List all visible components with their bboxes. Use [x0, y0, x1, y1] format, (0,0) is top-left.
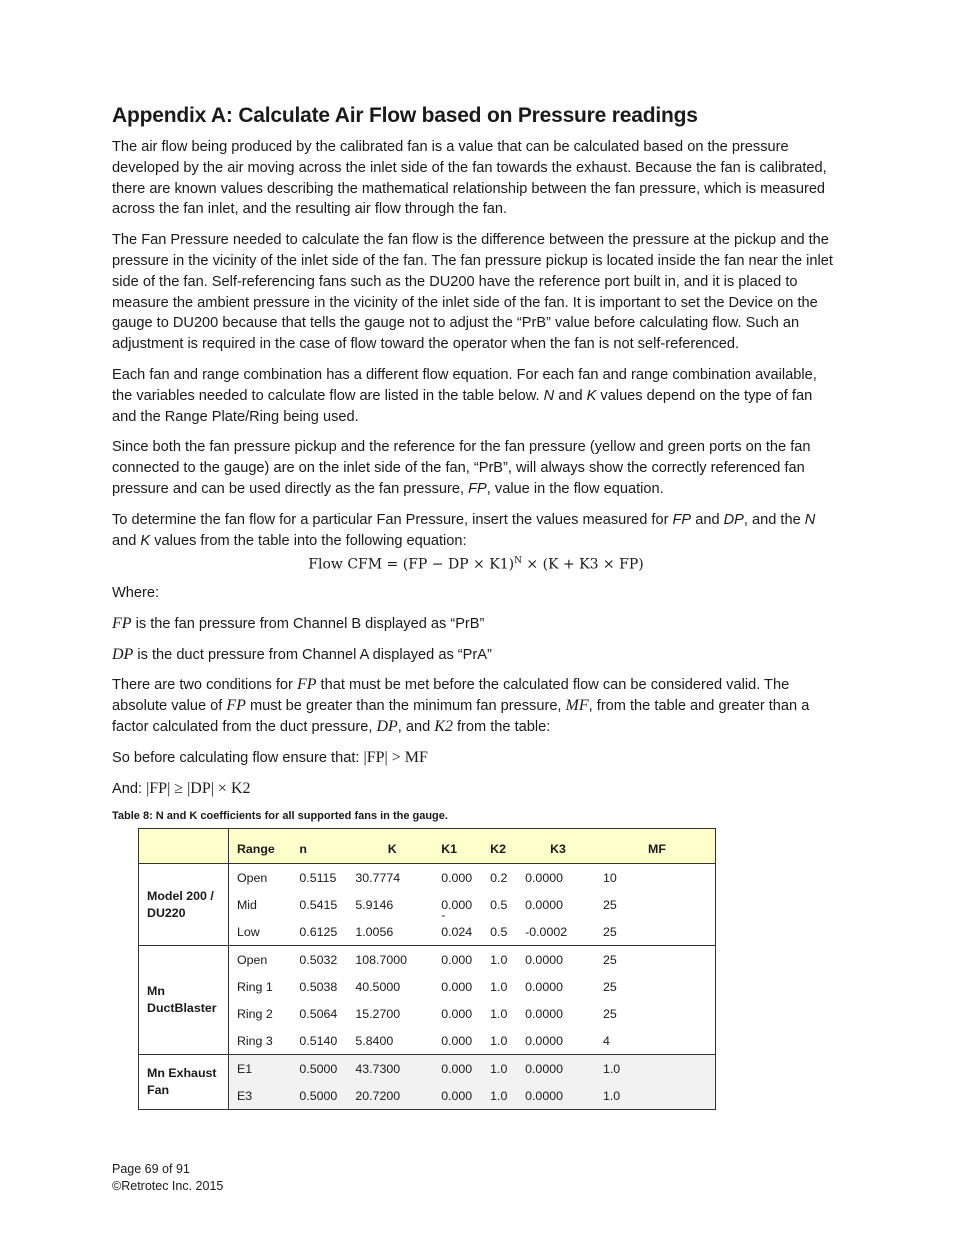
table-cell: 0.5000 [291, 1082, 347, 1110]
table-header: K2 [482, 829, 517, 864]
table-cell: 1.0 [490, 1006, 508, 1021]
table-cell: 0.0000 [517, 864, 595, 892]
flow-equation [112, 552, 840, 575]
fan-name-cell: Model 200 / DU220 [139, 864, 229, 946]
table-cell: 0.5032 [291, 946, 347, 974]
table-cell: 0.000 [433, 1055, 482, 1083]
table-cell: 0.000 [441, 1033, 473, 1048]
table-cell: 0.5 [490, 924, 508, 939]
table-cell: Ring 2 [236, 1006, 273, 1021]
fp-variable: FP [468, 480, 487, 497]
table-header: K [347, 829, 433, 864]
table-cell: 5.8400 [355, 1033, 394, 1048]
text-run: that must be met before the calculated flow can be considered valid. The absolute value of [112, 677, 790, 715]
table-cell: 25 [602, 1006, 617, 1021]
dp-variable: DP [723, 511, 744, 528]
table-cell: 25 [595, 946, 716, 974]
table-header-row [139, 829, 716, 864]
text-run: is the duct pressure from Channel A displayed as “PrA” [133, 646, 492, 663]
table-row [139, 946, 716, 974]
table-cell: 1.0 [490, 1033, 508, 1048]
text-run: To determine the fan flow for a particular Fan Pressure, insert the values measured for [112, 511, 673, 528]
table-cell: 30.7774 [347, 864, 433, 892]
page-content [112, 100, 840, 1110]
table-cell: 0.5038 [299, 979, 338, 994]
table-cell: 0.000 [433, 1082, 482, 1110]
table-cell: 1.0 [482, 1055, 517, 1083]
table-group-model-200 [139, 864, 716, 946]
text-run: values depend on the type of fan and the Range Plate/Ring being used. [112, 387, 813, 425]
dp-symbol: DP [376, 717, 398, 735]
fan-name-cell: Mn DuctBlaster [139, 946, 229, 1055]
table-cell: 25 [602, 979, 617, 994]
table-cell: 108.7000 [347, 946, 433, 974]
table-cell: 0.5 [490, 897, 508, 912]
condition-equation: |FP| ≥ |DP| × K2 [146, 779, 251, 797]
fan-name-cell: Mn Exhaust Fan [139, 1055, 229, 1110]
table-cell: E3 [228, 1082, 291, 1110]
table-cell: 0.0000 [517, 1082, 595, 1110]
text-run: , from the table and greater than a factor calculated from the duct pressure, [112, 698, 810, 735]
page-footer [112, 1161, 223, 1195]
fp-symbol: FP [296, 676, 317, 694]
table-cell: 0.000 [441, 979, 473, 994]
coefficients-table [138, 828, 716, 1110]
table-row [139, 1055, 716, 1083]
table-cell: 1.0 [490, 979, 508, 994]
table-cell: 40.5000 [355, 979, 401, 994]
text-run: must be greater than the minimum fan pressure, [245, 698, 566, 715]
table-header: K3 [517, 829, 595, 864]
cell-value: 0.000 [441, 897, 473, 912]
text-run: Each fan and range combination has a different flow equation. For each fan and range combination available, the variables needed to calculate flow are listed in the table below. [112, 366, 817, 404]
text-run: , and the [743, 511, 805, 528]
n-variable: N [543, 387, 555, 404]
paragraph-6 [112, 675, 840, 737]
text-run: There are two conditions for [112, 677, 297, 694]
table-header: n [291, 829, 347, 864]
table-cell: Ring 1 [236, 979, 273, 994]
table-group-mn-ductblaster [139, 946, 716, 1055]
text-run: And: [112, 780, 147, 797]
condition-equation: |FP| > MF [363, 748, 428, 766]
table-header: K1 [433, 829, 482, 864]
table-group-mn-exhaust-fan [139, 1055, 716, 1110]
dp-definition [112, 645, 840, 666]
table-cell: 0.5064 [299, 1006, 338, 1021]
text-run: and [691, 511, 724, 528]
table-cell: 0.5140 [299, 1033, 338, 1048]
table-cell: 0.5000 [291, 1055, 347, 1083]
text-run: is the fan pressure from Channel B displayed as “PrB” [131, 615, 485, 632]
text-run: , value in the flow equation. [486, 480, 664, 497]
table-cell: 1.0 [482, 1082, 517, 1110]
table-cell: 0.5415 [299, 897, 338, 912]
paragraph-4 [112, 437, 840, 499]
table-cell: E1 [228, 1055, 291, 1083]
text-run: from the table: [452, 718, 551, 735]
table-cell: 25 [602, 897, 617, 912]
table-cell: 4 [602, 1033, 610, 1048]
table-cell: 0.2 [482, 864, 517, 892]
k-variable: K [140, 532, 151, 549]
table-header: Range [228, 829, 291, 864]
text-run: values from the table into the following equation: [150, 532, 467, 549]
table-header-fan [139, 829, 229, 864]
table-cell: 0.000 [433, 864, 482, 892]
table-row [139, 864, 716, 892]
copyright: ©Retrotec Inc. 2015 [112, 1179, 224, 1193]
table-cell: 1.0056 [355, 924, 394, 939]
table-cell: 0.0000 [517, 1055, 595, 1083]
table-cell: 0.0000 [525, 897, 563, 912]
table-cell: Mid [236, 897, 257, 912]
paragraph-2: The Fan Pressure needed to calculate the fan flow is the difference between the pressure at the pickup and the pressure in the vicinity of the inlet side of the fan. The fan pressure pickup is located inside the fan near the inlet side of the fan. Self-referencing fans such as the DU200 have the reference port built in, and it is placed to measure the ambient pressure in the vicinity of the inlet side of the fan. It is important to set the Device on the gauge to DU200 because that tells the gauge not to adjust the “PrB” value before calculating flow. Such an adjustment is required in the case of flow toward the operator when the fan is not self-referenced. [112, 232, 833, 353]
table-header: MF [595, 829, 716, 864]
text-run: , and [397, 718, 435, 735]
page-title: Appendix A: Calculate Air Flow based on Pressure readings [112, 104, 698, 127]
table-cell: Open [228, 946, 291, 974]
text-run: and [112, 532, 141, 549]
table-cell: 1.0 [482, 946, 517, 974]
table-cell: Ring 3 [236, 1033, 273, 1048]
k-variable: K [586, 387, 597, 404]
table-cell: Low [236, 924, 260, 939]
n-variable: N [804, 511, 816, 528]
paragraph-1: The air flow being produced by the calibrated fan is a value that can be calculated based on the pressure developed by the air moving across the inlet side of the fan towards the exhaust. Because the fan is calibrated, there are known values describing the mathematical relationship between the fan pressure, which is measured across the fan inlet, and the resulting air flow through the fan. [112, 139, 827, 218]
text-run: and [554, 387, 587, 404]
stray-dash: - [441, 908, 446, 923]
table-cell: Open [228, 864, 291, 892]
table-cell: 0.000 [433, 946, 482, 974]
fp-definition [112, 614, 840, 635]
table-cell: 25 [602, 924, 617, 939]
table-cell: 10 [595, 864, 716, 892]
table-cell: 0.0000 [525, 1033, 563, 1048]
text-run: So before calculating flow ensure that: [112, 749, 364, 766]
table-cell: 0.6125 [299, 924, 338, 939]
fp-variable: FP [672, 511, 692, 528]
equation-part: × (K + K3 × FP) [521, 557, 644, 573]
table-cell: 15.2700 [355, 1006, 401, 1021]
table-cell: 0.024 [441, 924, 473, 939]
equation-part: Flow CFM = (FP − DP × K1) [308, 557, 515, 573]
paragraph-5 [112, 510, 840, 552]
k2-symbol: K2 [434, 717, 453, 735]
table-cell: 1.0 [595, 1055, 716, 1083]
table-cell: 0.5115 [291, 864, 347, 892]
where-label: Where: [112, 585, 160, 601]
table-cell: -0.0002 [525, 924, 568, 939]
table-cell: 5.9146 [355, 897, 394, 912]
condition-2 [112, 779, 840, 800]
table-cell: 0.0000 [517, 946, 595, 974]
equation-exponent: N [514, 556, 522, 567]
table-caption: Table 8: N and K coefficients for all supported fans in the gauge. [112, 810, 448, 823]
fp-symbol: FP [112, 614, 132, 632]
table-cell: 20.7200 [347, 1082, 433, 1110]
table-cell: 0.000 [441, 1006, 473, 1021]
table-cell: 0.0000 [525, 979, 563, 994]
table-cell: 1.0 [595, 1082, 716, 1110]
page-number: Page 69 of 91 [112, 1162, 190, 1176]
dp-symbol: DP [112, 645, 134, 663]
text-run: Since both the fan pressure pickup and the reference for the fan pressure (yellow and green ports on the fan connected to the gauge) are on the inlet side of the fan, “PrB”, will always show the correctly referenced fan pressure and can be used directly as the fan pressure, [112, 439, 811, 497]
mf-symbol: MF [565, 697, 589, 715]
paragraph-3 [112, 365, 840, 427]
table-cell: 0.0000 [525, 1006, 563, 1021]
table-cell [433, 891, 482, 923]
table-cell: 43.7300 [347, 1055, 433, 1083]
fp-symbol: FP [226, 697, 246, 715]
condition-1 [112, 748, 840, 769]
